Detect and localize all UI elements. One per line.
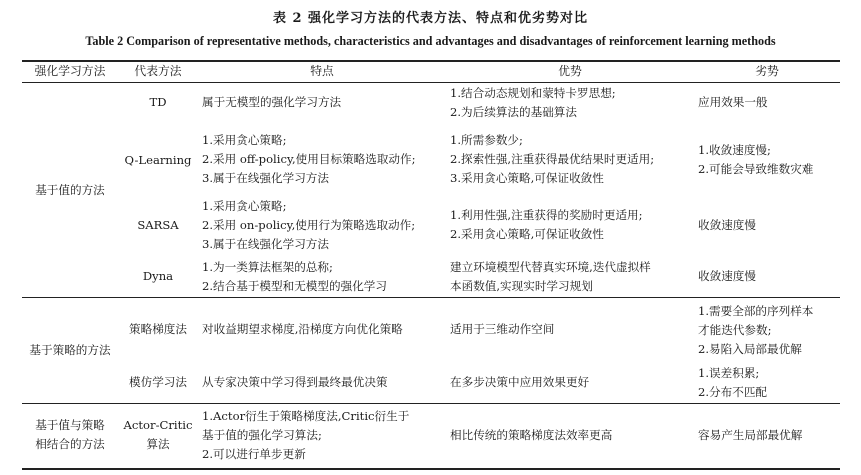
disadvantage-sarsa [698, 216, 756, 235]
cell-line: 1.采用贪心策略; [202, 133, 287, 147]
cell-line: 3.属于在线强化学习方法 [202, 237, 329, 251]
cell-line: 收敛速度慢 [698, 218, 756, 232]
advantage-dyna [450, 258, 651, 296]
cell-line: 1.采用贪心策略; [202, 199, 287, 213]
cell-line: 2.为后续算法的基础算法 [450, 105, 577, 119]
group-divider-1 [22, 297, 840, 298]
header-rl-method: 强化学习方法 [34, 64, 106, 78]
cell-line: 1.结合动态规划和蒙特卡罗思想; [450, 86, 616, 100]
cell-line: 1.需要全部的序列样本 [698, 304, 814, 318]
cell-line: 2.采用 off-policy,使用目标策略选取动作; [202, 152, 416, 166]
advantage-q-learning [450, 131, 654, 188]
method-imitation-learning [118, 373, 198, 392]
cell-line: 容易产生局部最优解 [698, 428, 803, 442]
cell-line: SARSA [137, 218, 179, 232]
disadvantage-imitation-learning [698, 364, 767, 402]
cell-line: 属于无模型的强化学习方法 [202, 95, 342, 109]
cell-line: Dyna [142, 269, 174, 283]
cell-line: 在多步决策中应用效果更好 [450, 375, 590, 389]
disadvantage-policy-gradient [698, 302, 813, 359]
cell-line: Actor-Critic [123, 418, 193, 432]
advantage-imitation-learning [450, 373, 589, 392]
cell-line: 2.结合基于模型和无模型的强化学习 [202, 279, 387, 293]
bottom-rule [22, 468, 840, 470]
cell-line: 基于值与策略 [35, 418, 105, 432]
cell-line: 才能迭代参数; [698, 323, 772, 337]
method-actor-critic [118, 416, 198, 454]
cell-line: 1.利用性强,注重获得的奖励时更适用; [450, 208, 643, 222]
disadvantage-actor-critic [698, 426, 802, 445]
cell-line: 2.采用 on-policy,使用行为策略选取动作; [202, 218, 416, 232]
feature-sarsa [202, 197, 415, 254]
cell-line: 2.可以进行单步更新 [202, 447, 306, 461]
method-td [118, 93, 198, 112]
group-actor-critic [22, 416, 118, 454]
cell-line: 1.收敛速度慢; [698, 143, 771, 157]
cell-line: 2.易陷入局部最优解 [698, 342, 802, 356]
cell-line: 2.可能会导致维数灾难 [698, 162, 814, 176]
feature-dyna [202, 258, 387, 296]
disadvantage-dyna [698, 267, 756, 286]
cell-line: 1.所需参数少; [450, 133, 523, 147]
cell-line: 从专家决策中学习得到最终最优决策 [202, 375, 388, 389]
feature-imitation-learning [202, 373, 388, 392]
cell-line: Q-Learning [124, 153, 192, 167]
method-policy-gradient [118, 320, 198, 339]
cell-line: 2.分布不匹配 [698, 385, 768, 399]
feature-actor-critic [202, 407, 409, 464]
method-q-learning [118, 151, 198, 170]
disadvantage-td [698, 93, 768, 112]
cell-line: 相结合的方法 [35, 437, 105, 451]
disadvantage-q-learning [698, 141, 813, 179]
cell-line: 基于值的强化学习算法; [202, 428, 322, 442]
group-divider-2 [22, 403, 840, 404]
group-policy-based [22, 341, 118, 360]
header-advantage: 优势 [558, 64, 582, 78]
cell-line: 收敛速度慢 [698, 269, 756, 283]
method-dyna [118, 267, 198, 286]
group-value-based [22, 181, 118, 200]
cell-line: 模仿学习法 [129, 375, 187, 389]
advantage-policy-gradient [450, 320, 554, 339]
advantage-td [450, 84, 616, 122]
table-caption-cn: 表 2 强化学习方法的代表方法、特点和优劣势对比 [272, 11, 589, 26]
cell-line: 1.为一类算法框架的总称; [202, 260, 333, 274]
cell-line: 算法 [146, 437, 170, 451]
cell-line: 策略梯度法 [129, 322, 187, 336]
cell-line: TD [149, 95, 167, 109]
cell-line: 相比传统的策略梯度法效率更高 [450, 428, 613, 442]
cell-line: 对收益期望求梯度,沿梯度方向优化策略 [202, 322, 403, 336]
header-representative: 代表方法 [134, 64, 182, 78]
cell-line: 1.Actor衍生于策略梯度法,Critic衍生于 [202, 409, 410, 423]
cell-line: 建立环境模型代替真实环境,迭代虚拟样 [450, 260, 651, 274]
header-feature: 特点 [310, 64, 334, 78]
header-rule [22, 82, 840, 83]
table-caption-en: Table 2 Comparison of representative methods, characteristics and advantages and disadvantages of reinforcement learning methods [85, 34, 776, 48]
method-sarsa [118, 216, 198, 235]
advantage-actor-critic [450, 426, 612, 445]
cell-line: 3.属于在线强化学习方法 [202, 171, 329, 185]
header-disadvantage: 劣势 [755, 64, 779, 78]
advantage-sarsa [450, 206, 643, 244]
cell-line: 2.采用贪心策略,可保证收敛性 [450, 227, 604, 241]
feature-policy-gradient [202, 320, 403, 339]
feature-q-learning [202, 131, 416, 188]
cell-line: 应用效果一般 [698, 95, 768, 109]
cell-line: 1.误差积累; [698, 366, 760, 380]
cell-line: 基于策略的方法 [29, 343, 111, 357]
cell-line: 适用于三维动作空间 [450, 322, 555, 336]
cell-line: 2.探索性强,注重获得最优结果时更适用; [450, 152, 655, 166]
feature-td [202, 93, 341, 112]
cell-line: 本函数值,实现实时学习规划 [450, 279, 593, 293]
cell-line: 3.采用贪心策略,可保证收敛性 [450, 171, 604, 185]
cell-line: 基于值的方法 [35, 183, 105, 197]
